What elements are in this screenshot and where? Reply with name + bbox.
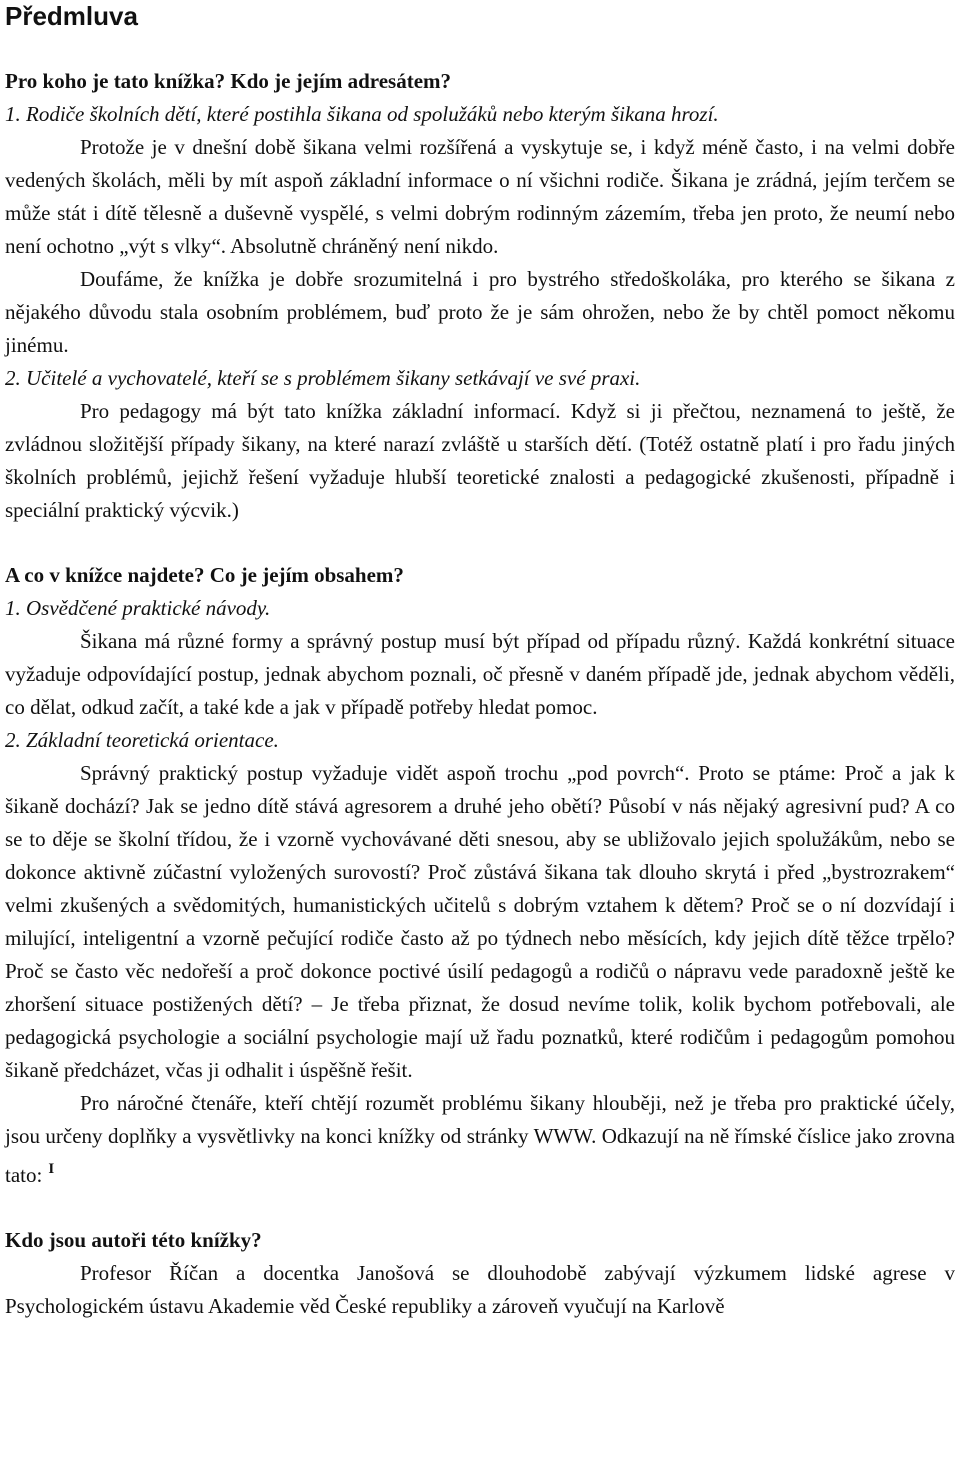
spacer [5, 31, 955, 65]
section-heading-authors: Kdo jsou autoři této knížky? [5, 1228, 262, 1252]
page-title: Předmluva [5, 1, 138, 31]
audience-item-parents: 1. Rodiče školních dětí, které postihla šikana od spolužáků nebo kterým šikana hrozí. [5, 102, 719, 126]
section-authors [5, 1224, 955, 1323]
paragraph: Šikana má různé formy a správný postup musí být případ od případu různý. Každá konkrétní situace vyžaduje odpovídající postup, jednak abychom poznali, oč přesně v daném případě jde, jednak abychom věděli, co dělat, odkud začít, a také kde a jak v případě potřeby hledat pomoc. [5, 629, 955, 719]
paragraph: Pro pedagogy má být tato knížka základní informací. Když si ji přečtou, neznamená to ještě, že zvládnou složitější případy šikany, na které narazí zvláště u starších dětí. (Totéž ostatně platí i pro řadu jiných školních problémů, jejichž řešení vyžaduje hlubší teoretické znalosti a pedagogické zkušenosti, případně i speciální praktický výcvik.) [5, 399, 955, 522]
spacer [5, 1192, 955, 1224]
section-heading-contents: A co v knížce najdete? Co je jejím obsahem? [5, 563, 404, 587]
paragraph: Protože je v dnešní době šikana velmi rozšířená a vyskytuje se, i když méně často, i na velmi dobře vedených školách, měli by mít aspoň základní informace o ní všichni rodiče. Šikana je zrádná, jejím terčem se může stát i dítě tělesně a duševně vyspělé, s velmi dobrým rodinným zázemím, třeba jen proto, že neumí nebo není ochotno „výt s vlky“. Absolutně chráněný není nikdo. [5, 135, 955, 258]
contents-item-practical: 1. Osvědčené praktické návody. [5, 596, 271, 620]
paragraph-with-footnote [5, 1087, 955, 1192]
contents-item-theory: 2. Základní teoretická orientace. [5, 728, 279, 752]
section-audience [5, 65, 955, 527]
roman-footnote-marker: I [48, 1161, 55, 1177]
spacer [5, 527, 955, 559]
section-heading-audience: Pro koho je tato knížka? Kdo je jejím adresátem? [5, 69, 452, 93]
paragraph: Správný praktický postup vyžaduje vidět aspoň trochu „pod povrch“. Proto se ptáme: Proč a jak k šikaně dochází? Jak se jedno dítě stává agresorem a druhé jeho obětí? Působí v nás nějaký agresivní pud? A co se to děje se školní třídou, že i vzorně vychovávané děti snesou, aby se ubližovalo jejich spolužákům, nebo se dokonce aktivně zúčastní vyložených surovostí? Proč zůstává šikana tak dlouho skrytá i před „bystrozrakem“ velmi zkušených a svědomitých, humanistických učitelů s dobrým vztahem k dětem? Proč se o ní dozvídají i milující, inteligentní a vzorně pečující rodiče často až po týdnech nebo měsících, kdy jejich dítě těžce trpělo? Proč se často věc nedořeší a proč dokonce poctivé úsilí pedagogů a rodičů o nápravu vede paradoxně ještě ke zhoršení situace postižených dětí? – Je třeba přiznat, že dosud nevíme tolik, kolik bychom potřebovali, ale pedagogická psychologie a sociální psychologie mají už řadu poznatků, které rodičům i pedagogům pomohou šikaně předcházet, včas ji odhalit i úspěšně řešit. [5, 761, 955, 1082]
paragraph-text: Pro náročné čtenáře, kteří chtějí rozumět problému šikany hlouběji, než je třeba pro praktické účely, jsou určeny doplňky a vysvětlivky na konci knížky od stránky WWW. Odkazují na ně římské číslice jako zrovna tato: [5, 1091, 955, 1187]
section-contents [5, 559, 955, 1192]
audience-item-teachers: 2. Učitelé a vychovatelé, kteří se s problémem šikany setkávají ve své praxi. [5, 366, 641, 390]
paragraph: Doufáme, že knížka je dobře srozumitelná i pro bystrého středoškoláka, pro kterého se šikana z nějakého důvodu stala osobním problémem, buď proto že je sám ohrožen, nebo že by chtěl pomoct někomu jinému. [5, 267, 955, 357]
paragraph: Profesor Říčan a docentka Janošová se dlouhodobě zabývají výzkumem lidské agrese v Psychologickém ústavu Akademie věd České republiky a zároveň vyučují na Karlově [5, 1261, 955, 1318]
